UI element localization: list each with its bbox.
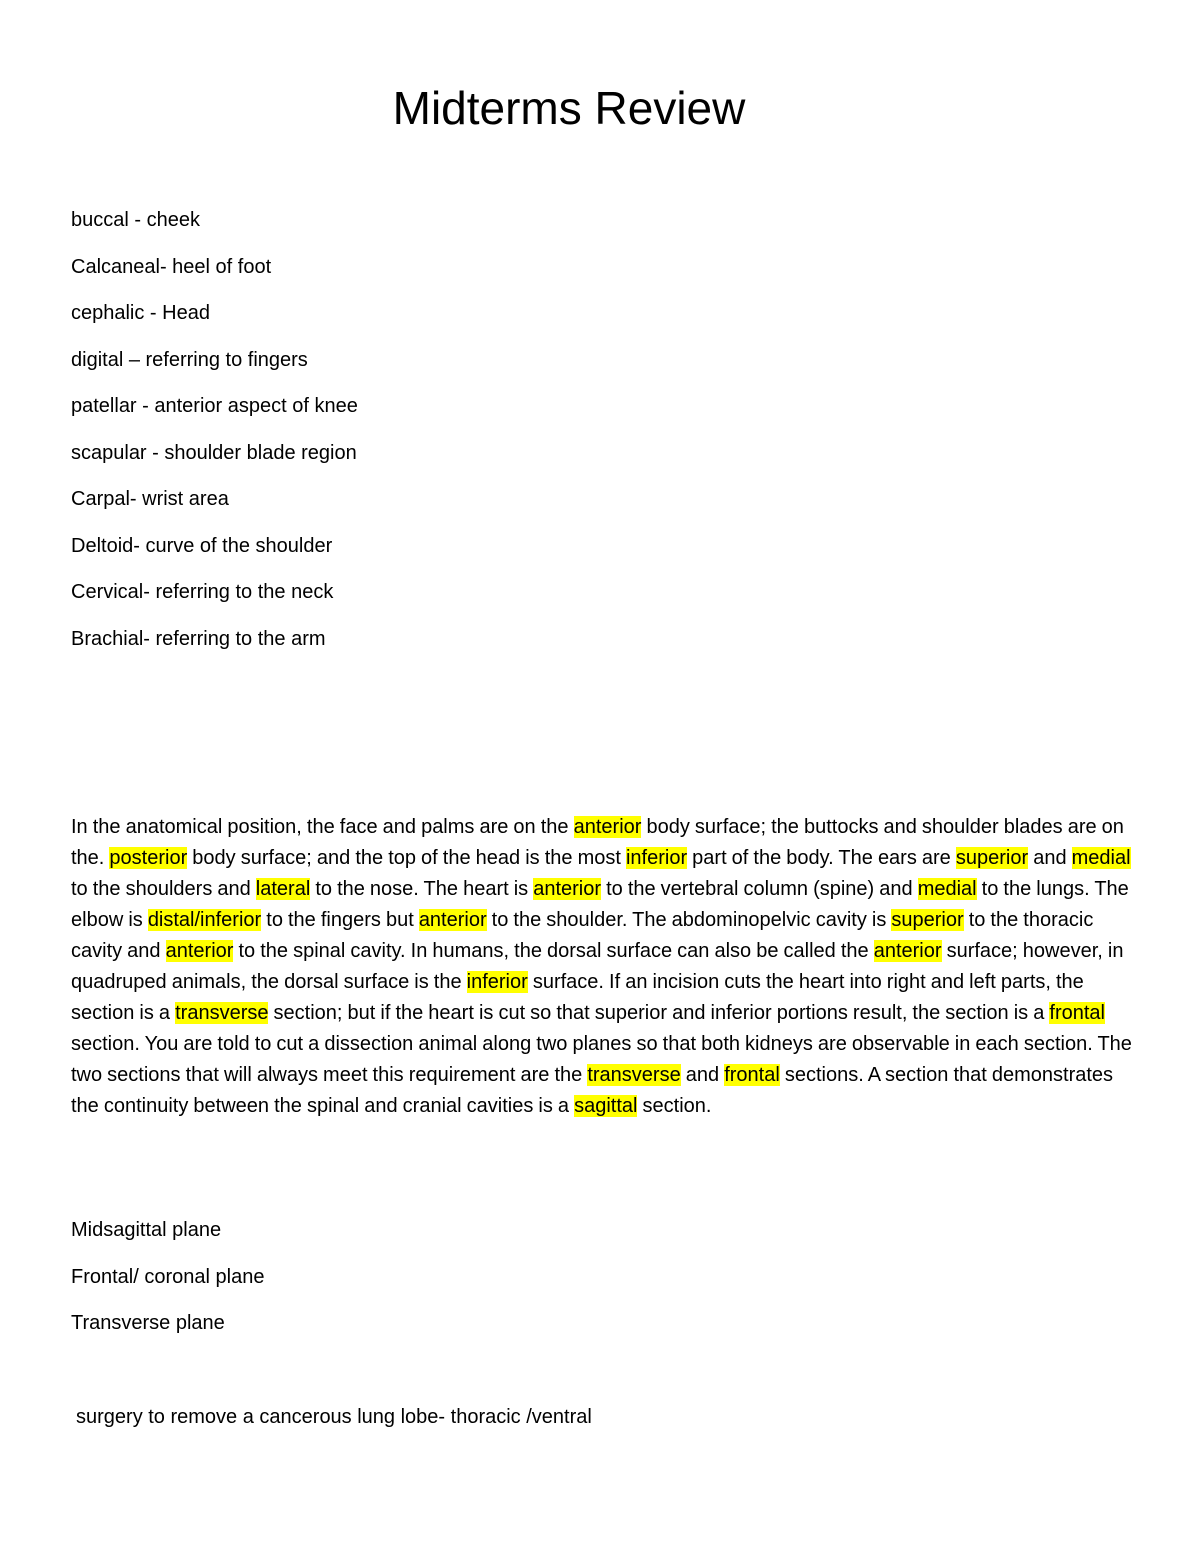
paragraph-text: sections. A section that demonstrates the continuity between the spinal and cranial cavities is a [71,1064,1114,1117]
highlighted-answer: medial [917,878,977,900]
paragraph-text: surface; however, in quadruped animals, the dorsal surface is the [71,940,1124,993]
paragraph-text: section. [637,1095,712,1117]
paragraph-text: section. You are told to cut a dissection animal along two planes so that both kidneys are observable in each section. The two sections that will always meet this requirement are the [71,1033,1132,1086]
paragraph-text: to the vertebral column (spine) and [601,878,918,900]
highlighted-answer: anterior [533,878,602,900]
highlighted-answer: superior [955,847,1029,869]
paragraph-text: part of the body. The ears are [687,847,956,869]
highlighted-answer: lateral [255,878,311,900]
list-item: Midsagittal plane [71,1219,222,1241]
highlighted-answer: anterior [165,940,234,962]
highlighted-answer: distal/inferior [147,909,262,931]
paragraph-text: to the thoracic cavity and [71,909,1094,962]
paragraph-text: to the nose. The heart is [310,878,534,900]
highlighted-answer: superior [891,909,964,931]
list-item: cephalic - Head [71,302,210,324]
paragraph-text: body surface; the buttocks and shoulder blades are on the. [71,816,1124,869]
highlighted-answer: medial [1071,847,1131,869]
list-item: Carpal- wrist area [71,488,229,510]
highlighted-answer: frontal [724,1064,780,1086]
paragraph-text: body surface; and the top of the head is the most [187,847,626,869]
paragraph-text: to the shoulder. The abdominopelvic cavity is [486,909,892,931]
highlighted-answer: anterior [873,940,942,962]
list-item: Brachial- referring to the arm [71,627,326,650]
paragraph-text: surface. If an incision cuts the heart into right and left parts, the section is a [71,971,1084,1024]
list-item: Cervical- referring to the neck [71,581,334,603]
highlighted-answer: anterior [573,816,642,838]
list-item: Frontal/ coronal plane [71,1265,265,1288]
highlighted-answer: anterior [418,909,487,931]
paragraph-text: to the shoulders and [71,878,256,900]
highlighted-answer: transverse [587,1064,681,1086]
highlighted-answer: inferior [466,971,528,993]
highlighted-answer: sagittal [574,1095,638,1117]
list-item: Transverse plane [71,1312,225,1334]
highlighted-answer: posterior [109,847,188,869]
highlighted-answer: inferior [625,847,688,869]
fill-in-paragraph [71,812,1133,1122]
paragraph-text: to the spinal cavity. In humans, the dorsal surface can also be called the [233,940,874,962]
paragraph-text: to the fingers but [261,909,419,931]
planes-list [71,1215,264,1355]
list-item: Deltoid- curve of the shoulder [71,534,333,557]
paragraph-text: and [1028,847,1072,869]
surgery-note: surgery to remove a cancerous lung lobe- thoracic /ventral [76,1406,592,1428]
list-item: scapular - shoulder blade region [71,441,357,464]
list-item: Calcaneal- heel of foot [71,255,272,278]
list-item: digital – referring to fingers [71,348,308,371]
list-item: patellar - anterior aspect of knee [71,395,358,417]
paragraph-text: section; but if the heart is cut so that superior and inferior portions result, the section is a [268,1002,1050,1024]
paragraph-text: to the lungs. The elbow is [71,878,1129,931]
paragraph-text: and [680,1064,725,1086]
list-item: buccal - cheek [71,209,200,231]
paragraph-text: In the anatomical position, the face and palms are on the [71,816,574,838]
page-title: Midterms Review [392,82,746,134]
highlighted-answer: frontal [1049,1002,1105,1024]
highlighted-answer: transverse [175,1002,269,1024]
terms-list [71,205,358,670]
